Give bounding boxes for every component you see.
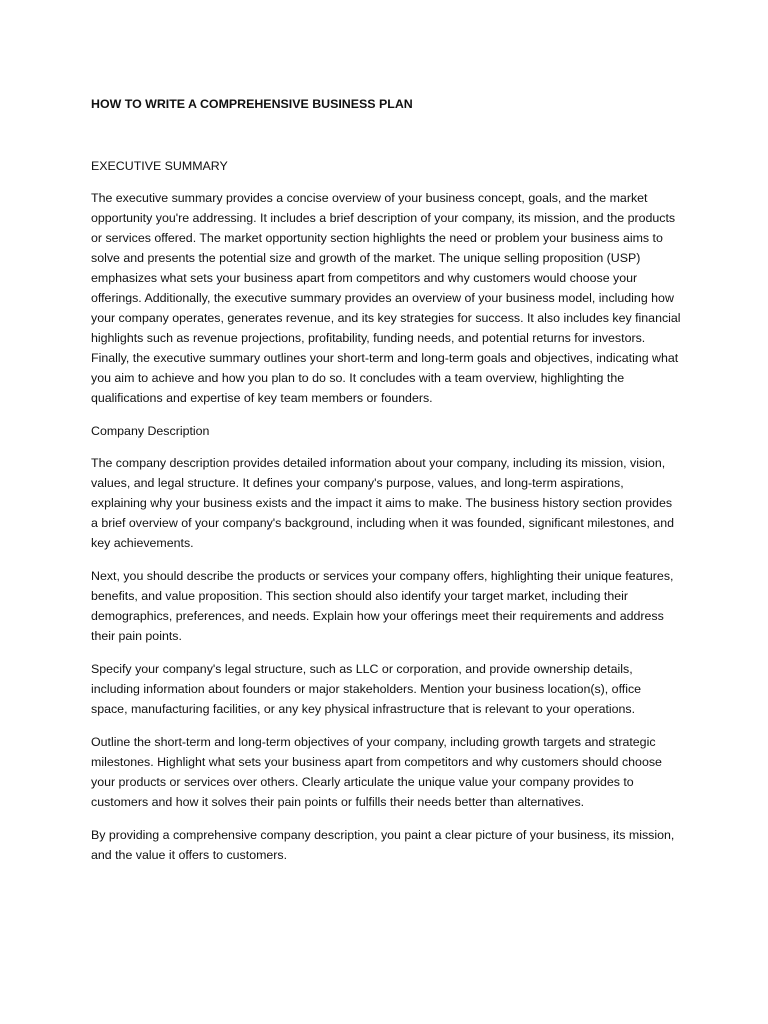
paragraph-company-description-3: Specify your company's legal structure, such as LLC or corporation, and provide ownership details, including information about founders or major stakeholders. Mention your business location(s), office space, manufacturing facilities, or any key physical infrastructure that is relevant to your operations.: [91, 662, 642, 716]
paragraph-company-description-2: Next, you should describe the products or services your company offers, highlighting their unique features, benefits, and value proposition. This section should also identify your target market, including their demographics, preferences, and needs. Explain how your offerings meet their requirements and address their pain points.: [91, 569, 674, 643]
paragraph-executive-summary-1: The executive summary provides a concise overview of your business concept, goals, and the market opportunity you're addressing. It includes a brief description of your company, its mission, and the products or services offered. The market opportunity section highlights the need or problem your business aims to solve and presents the potential size and growth of the market. The unique selling proposition (USP) emphasizes what sets your business apart from competitors and why customers would choose your offerings. Additionally, the executive summary provides an overview of your business model, including how your company operates, generates revenue, and its key strategies for success. It also includes key financial highlights such as revenue projections, profitability, funding needs, and potential returns for investors. Finally, the executive summary outlines your short-term and long-term goals and objectives, indicating what you aim to achieve and how you plan to do so. It concludes with a team overview, highlighting the qualifications and expertise of key team members or founders.: [91, 191, 681, 405]
section-executive-summary: [91, 156, 681, 408]
section-heading-company-description: Company Description: [91, 424, 210, 438]
document-title: HOW TO WRITE A COMPREHENSIVE BUSINESS PLAN: [91, 97, 413, 111]
paragraph-company-description-4: Outline the short-term and long-term objectives of your company, including growth targets and strategic milestones. Highlight what sets your business apart from competitors and why customers should choose your products or services over others. Clearly articulate the unique value your company provides to customers and how it solves their pain points or fulfills their needs better than alternatives.: [91, 735, 662, 809]
paragraph-company-description-1: The company description provides detailed information about your company, including its mission, vision, values, and legal structure. It defines your company's purpose, values, and long-term aspirations, explaining why your business exists and the impact it aims to make. The business history section provides a brief overview of your company's background, including when it was founded, significant milestones, and key achievements.: [91, 456, 674, 550]
document-page: [91, 94, 681, 878]
section-company-description: [91, 421, 681, 865]
section-heading-executive-summary: EXECUTIVE SUMMARY: [91, 159, 228, 173]
paragraph-company-description-5: By providing a comprehensive company description, you paint a clear picture of your business, its mission, and the value it offers to customers.: [91, 828, 675, 862]
